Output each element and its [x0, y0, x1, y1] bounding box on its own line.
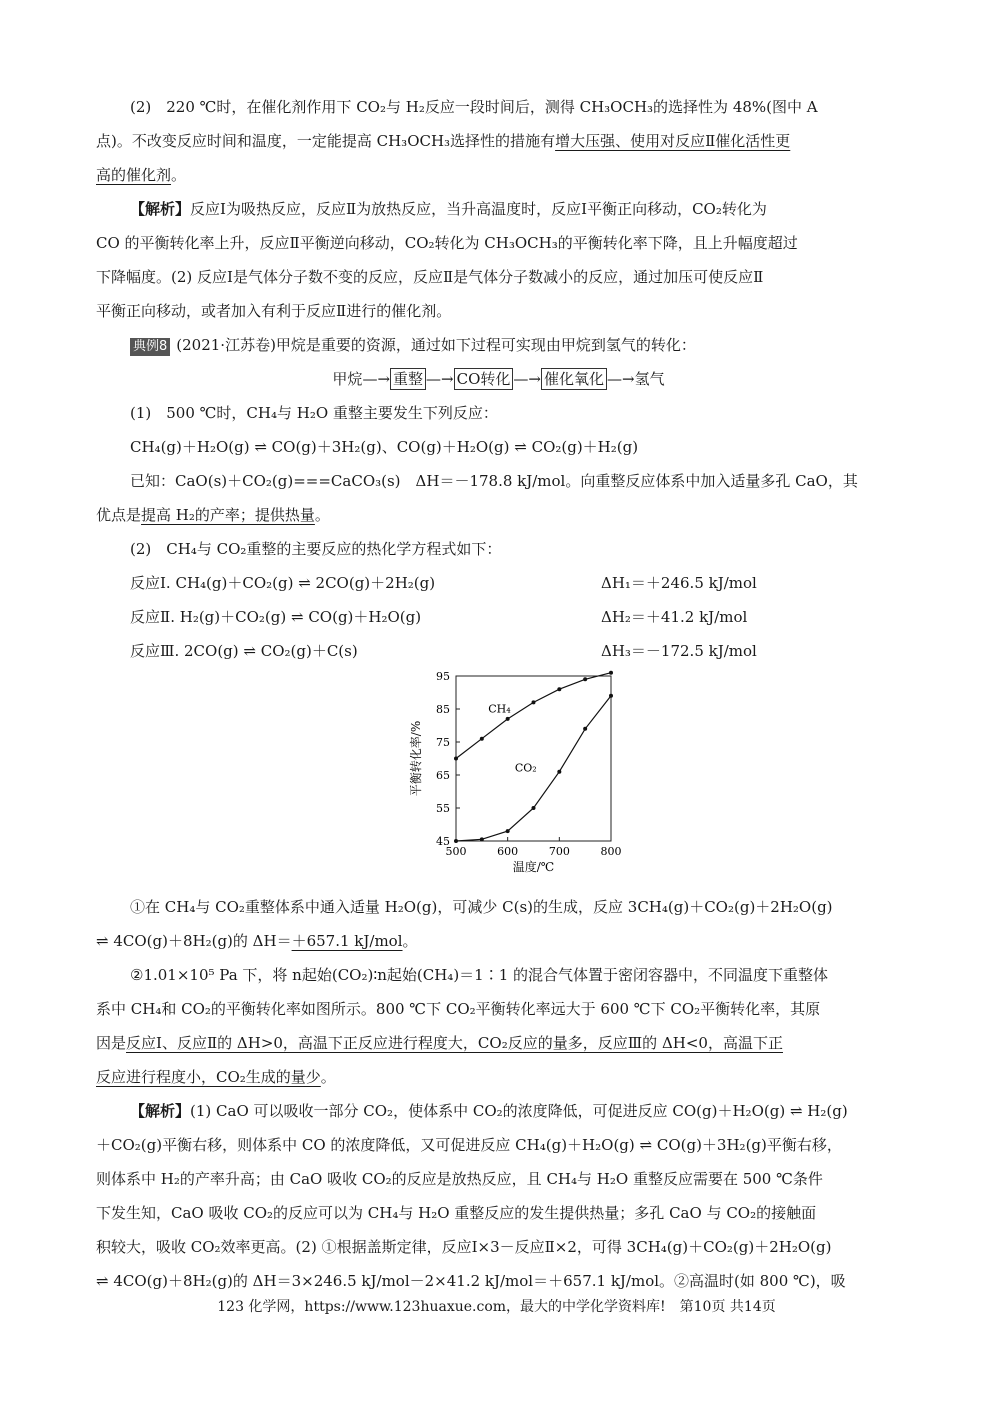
conversion-chart: [406, 668, 621, 888]
data-point: [532, 806, 536, 810]
data-point: [557, 770, 561, 774]
text-line: 下降幅度。(2) 反应Ⅰ是气体分子数不变的反应，反应Ⅱ是气体分子数减小的反应，通过加压可使反应Ⅱ: [96, 268, 764, 286]
data-point: [506, 829, 510, 833]
text-line: ＋CO₂(g)平衡右移，则体系中 CO 的浓度降低，又可促进反应 CH₄(g)＋H₂O(g) ⇌ CO(g)＋3H₂(g)平衡右移，: [96, 1136, 842, 1154]
x-axis-label: 温度/℃: [512, 860, 555, 874]
chart-container: [96, 668, 901, 890]
text-line: [96, 124, 901, 158]
reaction-equation: 反应Ⅲ. 2CO(g) ⇌ CO₂(g)＋C(s): [130, 642, 358, 660]
text-line: (2) CH₄与 CO₂重整的主要反应的热化学方程式如下：: [130, 540, 502, 558]
y-tick-label: 75: [436, 736, 450, 749]
text-line: (2) 220 ℃时，在催化剂作用下 CO₂与 H₂反应一段时间后，测得 CH₃OCH₃的选择性为 48%(图中 A: [130, 98, 818, 116]
y-tick-label: 55: [436, 802, 450, 815]
text-line: (1) 500 ℃时，CH₄与 H₂O 重整主要发生下列反应：: [130, 404, 498, 422]
x-tick-label: 500: [445, 845, 467, 858]
data-point: [609, 671, 613, 675]
data-point: [609, 694, 613, 698]
reaction-2: [96, 600, 901, 634]
text-line: 积较大，吸收 CO₂效率更高。(2) ①根据盖斯定律，反应Ⅰ×3－反应Ⅱ×2，可得 3CH₄(g)＋CO₂(g)＋2H₂O(g): [96, 1238, 832, 1256]
text-span: 。: [314, 506, 330, 524]
text-line: [96, 498, 901, 532]
analysis-line: [96, 192, 901, 226]
equation-line: CH₄(g)＋H₂O(g) ⇌ CO(g)＋3H₂(g)、CO(g)＋H₂O(g) ⇌ CO₂(g)＋H₂(g): [130, 438, 639, 456]
flow-box-co-conversion: CO转化: [454, 368, 514, 390]
series-label: CH₄: [488, 702, 511, 716]
data-point: [454, 839, 458, 843]
flow-end: 氢气: [634, 370, 665, 388]
x-tick-label: 700: [548, 845, 570, 858]
reaction-enthalpy: ΔH₂＝＋41.2 kJ/mol: [601, 608, 748, 626]
text-line: [96, 1026, 901, 1060]
text-span: 。: [402, 932, 418, 950]
text-span: (1) CaO 可以吸收一部分 CO₂，使体系中 CO₂的浓度降低，可促进反应 CO(g)＋H₂O(g) ⇌ H₂(g): [190, 1102, 848, 1120]
answer-span: 增大压强、使用对反应Ⅱ催化活性更: [555, 132, 791, 150]
answer-span: 高的催化剂: [96, 166, 172, 184]
y-tick-label: 85: [436, 703, 450, 716]
analysis-tag: 【解析】: [130, 1102, 191, 1120]
text-line: CO 的平衡转化率上升，反应Ⅱ平衡逆向移动，CO₂转化为 CH₃OCH₃的平衡转化率下降，且上升幅度超过: [96, 234, 798, 252]
text-span: ⇌ 4CO(g)＋8H₂(g)的 ΔH＝: [96, 932, 292, 950]
flow-arrow: —→: [606, 370, 635, 388]
answer-span: 提高 H₂的产率；提供热量: [141, 506, 315, 524]
text-span: (2021·江苏卷)甲烷是重要的资源，通过如下过程可实现由甲烷到氢气的转化：: [176, 336, 696, 354]
text-line: [96, 158, 901, 192]
text-line: 系中 CH₄和 CO₂的平衡转化率如图所示。800 ℃下 CO₂平衡转化率远大于 600 ℃下 CO₂平衡转化率，其原: [96, 1000, 821, 1018]
series-line-0: [456, 673, 611, 759]
flow-box-reforming: 重整: [390, 368, 426, 390]
text-line: ⇌ 4CO(g)＋8H₂(g)的 ΔH＝3×246.5 kJ/mol－2×41.2 kJ/mol＝＋657.1 kJ/mol。②高温时(如 800 ℃)，吸: [96, 1272, 846, 1290]
flow-arrow: —→: [362, 370, 391, 388]
reaction-1: [96, 566, 901, 600]
text-span: 优点是: [96, 506, 142, 524]
data-point: [532, 700, 536, 704]
text-span: 因是: [96, 1034, 127, 1052]
analysis-tag: 【解析】: [130, 200, 191, 218]
data-point: [480, 837, 484, 841]
text-line: ①在 CH₄与 CO₂重整体系中通入适量 H₂O(g)，可减少 C(s)的生成，反应 3CH₄(g)＋CO₂(g)＋2H₂O(g): [130, 898, 833, 916]
y-tick-label: 95: [436, 670, 450, 683]
text-span: 。: [171, 166, 187, 184]
data-point: [454, 757, 458, 761]
data-point: [583, 677, 587, 681]
y-axis-label: 平衡转化率/%: [409, 720, 423, 797]
series-label: CO₂: [514, 761, 537, 775]
reaction-enthalpy: ΔH₃＝－172.5 kJ/mol: [601, 642, 757, 660]
reaction-enthalpy: ΔH₁＝＋246.5 kJ/mol: [601, 574, 757, 592]
text-line: 平衡正向移动，或者加入有利于反应Ⅱ进行的催化剂。: [96, 302, 452, 320]
reaction-equation: 反应Ⅰ. CH₄(g)＋CO₂(g) ⇌ 2CO(g)＋2H₂(g): [130, 574, 436, 592]
data-point: [557, 687, 561, 691]
text-line: [96, 924, 901, 958]
flow-arrow: —→: [513, 370, 541, 388]
text-span: 。: [320, 1068, 336, 1086]
example-line: [96, 328, 901, 362]
text-span: 反应Ⅰ为吸热反应，反应Ⅱ为放热反应，当升高温度时，反应Ⅰ平衡正向移动，CO₂转化为: [190, 200, 767, 218]
flow-box-catalytic-oxidation: 催化氧化: [541, 368, 607, 390]
text-span: 点)。不改变反应时间和温度，一定能提高 CH₃OCH₃选择性的措施有: [96, 132, 556, 150]
y-tick-label: 65: [436, 769, 450, 782]
reaction-3: [96, 634, 901, 668]
reaction-equation: 反应Ⅱ. H₂(g)＋CO₂(g) ⇌ CO(g)＋H₂O(g): [130, 608, 422, 626]
data-point: [583, 727, 587, 731]
answer-span: ＋657.1 kJ/mol: [291, 932, 403, 950]
flow-start: 甲烷: [332, 370, 363, 388]
page-footer: 123 化学网，https://www.123huaxue.com，最大的中学化学资料库! 第10页 共14页: [217, 1299, 776, 1315]
text-line: 下发生知，CaO 吸收 CO₂的反应可以为 CH₄与 H₂O 重整反应的发生提供热量；多孔 CaO 与 CO₂的接触面: [96, 1204, 817, 1222]
example-tag: 典例8: [130, 338, 170, 356]
x-tick-label: 800: [600, 845, 621, 858]
answer-span: 反应Ⅰ、反应Ⅱ的 ΔH>0，高温下正反应进行程度大，CO₂反应的量多，反应Ⅲ的 ΔH<0，高温下正: [126, 1034, 783, 1052]
process-flow: [96, 362, 901, 396]
data-point: [506, 717, 510, 721]
data-point: [480, 737, 484, 741]
text-line: [96, 1060, 901, 1094]
document-page: [96, 90, 901, 1298]
x-tick-label: 600: [497, 845, 519, 858]
analysis-line: [96, 1094, 901, 1128]
answer-span: 反应进行程度小，CO₂生成的量少: [96, 1068, 321, 1086]
text-line: 则体系中 H₂的产率升高；由 CaO 吸收 CO₂的反应是放热反应，且 CH₄与 H₂O 重整反应需要在 500 ℃条件: [96, 1170, 823, 1188]
y-tick-label: 45: [436, 835, 450, 848]
text-line: ②1.01×10⁵ Pa 下，将 n起始(CO₂)∶n起始(CH₄)＝1∶1 的混合气体置于密闭容器中，不同温度下重整体: [130, 966, 829, 984]
flow-arrow: —→: [426, 370, 454, 388]
text-line: 已知：CaO(s)＋CO₂(g)===CaCO₃(s) ΔH＝－178.8 kJ/mol。向重整反应体系中加入适量多孔 CaO，其: [130, 472, 858, 490]
